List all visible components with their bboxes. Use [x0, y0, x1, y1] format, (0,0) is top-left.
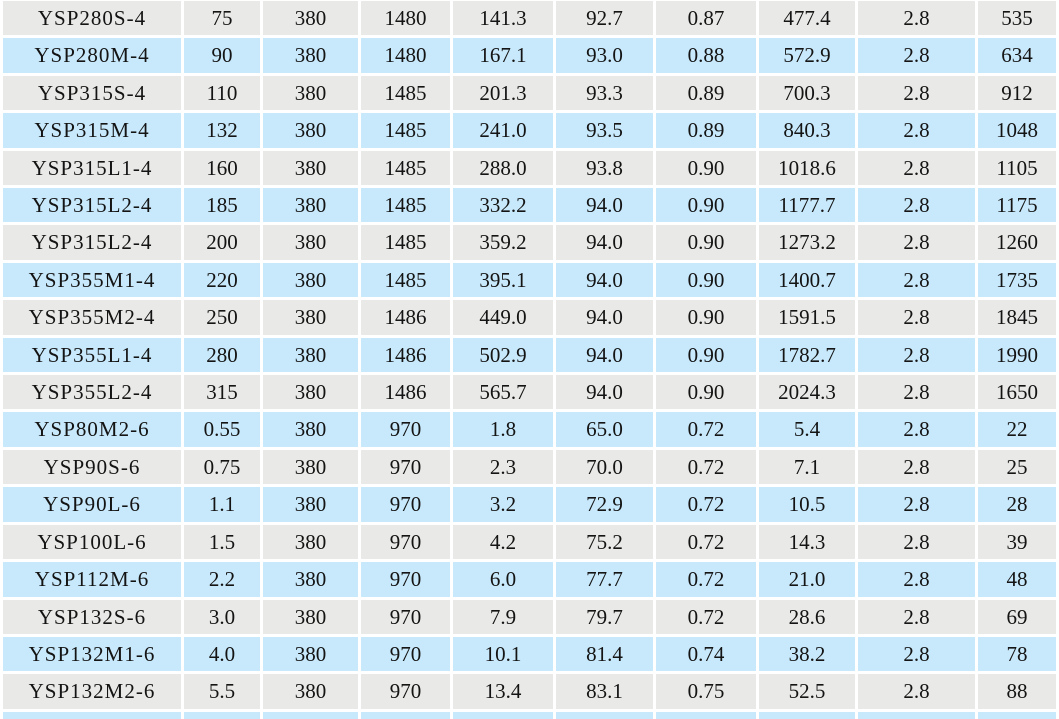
- value-cell: 10.1: [453, 637, 553, 671]
- value-cell: 572.9: [759, 38, 855, 72]
- value-cell: 380: [263, 525, 358, 559]
- value-cell: 241.0: [453, 113, 553, 147]
- model-cell: YSP112M-6: [3, 562, 181, 596]
- model-cell: YSP132M1-6: [3, 637, 181, 671]
- value-cell: 1845: [978, 300, 1056, 334]
- value-cell: 380: [263, 225, 358, 259]
- value-cell: 0.72: [656, 600, 756, 634]
- value-cell: 5.5: [184, 674, 260, 708]
- value-cell: 2024.3: [759, 375, 855, 409]
- value-cell: 280: [184, 338, 260, 372]
- value-cell: 1480: [361, 1, 450, 35]
- value-cell: 0.88: [656, 38, 756, 72]
- value-cell: 92.7: [556, 1, 653, 35]
- table-row: [3, 151, 1056, 185]
- value-cell: 1485: [361, 225, 450, 259]
- table-row: [3, 338, 1056, 372]
- value-cell: 1485: [361, 76, 450, 110]
- value-cell: 2.8: [858, 412, 975, 446]
- value-cell: 0.72: [656, 525, 756, 559]
- value-cell: 2.8: [858, 562, 975, 596]
- value-cell: 2.8: [858, 300, 975, 334]
- value-cell: 52.5: [759, 674, 855, 708]
- value-cell: 2.8: [858, 113, 975, 147]
- value-cell: 79.7: [556, 600, 653, 634]
- value-cell: 93.3: [556, 76, 653, 110]
- model-cell: YSP90L-6: [3, 487, 181, 521]
- value-cell: 94.0: [556, 225, 653, 259]
- value-cell: 1990: [978, 338, 1056, 372]
- value-cell: 141.3: [453, 1, 553, 35]
- value-cell: 0.72: [656, 412, 756, 446]
- value-cell: 88: [978, 674, 1056, 708]
- value-cell: [263, 712, 358, 719]
- value-cell: 0.90: [656, 338, 756, 372]
- value-cell: 380: [263, 637, 358, 671]
- value-cell: 7.9: [453, 600, 553, 634]
- table-row: [3, 38, 1056, 72]
- value-cell: 93.5: [556, 113, 653, 147]
- table-row: [3, 412, 1056, 446]
- model-cell: YSP315L2-4: [3, 188, 181, 222]
- model-cell: [3, 712, 181, 719]
- value-cell: 970: [361, 525, 450, 559]
- value-cell: 0.74: [656, 637, 756, 671]
- value-cell: 1485: [361, 151, 450, 185]
- value-cell: 94.0: [556, 188, 653, 222]
- value-cell: 1.8: [453, 412, 553, 446]
- value-cell: 1105: [978, 151, 1056, 185]
- value-cell: 2.8: [858, 1, 975, 35]
- value-cell: 0.87: [656, 1, 756, 35]
- value-cell: 1177.7: [759, 188, 855, 222]
- value-cell: 2.3: [453, 450, 553, 484]
- value-cell: 1591.5: [759, 300, 855, 334]
- value-cell: 28.6: [759, 600, 855, 634]
- value-cell: 288.0: [453, 151, 553, 185]
- model-cell: YSP315L2-4: [3, 225, 181, 259]
- model-cell: YSP315S-4: [3, 76, 181, 110]
- value-cell: 502.9: [453, 338, 553, 372]
- table-row: [3, 712, 1056, 719]
- value-cell: 22: [978, 412, 1056, 446]
- value-cell: [759, 712, 855, 719]
- value-cell: 6.0: [453, 562, 553, 596]
- value-cell: 77.7: [556, 562, 653, 596]
- model-cell: YSP355L1-4: [3, 338, 181, 372]
- value-cell: 3.2: [453, 487, 553, 521]
- value-cell: 970: [361, 562, 450, 596]
- value-cell: 48: [978, 562, 1056, 596]
- value-cell: 4.2: [453, 525, 553, 559]
- value-cell: 477.4: [759, 1, 855, 35]
- model-cell: YSP355M2-4: [3, 300, 181, 334]
- value-cell: 2.8: [858, 263, 975, 297]
- value-cell: 970: [361, 637, 450, 671]
- value-cell: 395.1: [453, 263, 553, 297]
- value-cell: 380: [263, 600, 358, 634]
- value-cell: 2.8: [858, 487, 975, 521]
- table-row: [3, 263, 1056, 297]
- value-cell: 2.8: [858, 450, 975, 484]
- value-cell: 359.2: [453, 225, 553, 259]
- value-cell: 201.3: [453, 76, 553, 110]
- value-cell: 380: [263, 674, 358, 708]
- value-cell: 0.90: [656, 151, 756, 185]
- value-cell: 25: [978, 450, 1056, 484]
- value-cell: 0.90: [656, 300, 756, 334]
- value-cell: [858, 712, 975, 719]
- value-cell: 200: [184, 225, 260, 259]
- value-cell: 1782.7: [759, 338, 855, 372]
- value-cell: 2.8: [858, 38, 975, 72]
- value-cell: 1485: [361, 188, 450, 222]
- value-cell: 94.0: [556, 375, 653, 409]
- value-cell: 1486: [361, 375, 450, 409]
- value-cell: 0.90: [656, 375, 756, 409]
- value-cell: 0.72: [656, 562, 756, 596]
- table-row: [3, 600, 1056, 634]
- value-cell: 0.72: [656, 487, 756, 521]
- value-cell: [656, 712, 756, 719]
- value-cell: 380: [263, 450, 358, 484]
- value-cell: 7.1: [759, 450, 855, 484]
- value-cell: 1175: [978, 188, 1056, 222]
- value-cell: 1650: [978, 375, 1056, 409]
- value-cell: 0.90: [656, 188, 756, 222]
- value-cell: 39: [978, 525, 1056, 559]
- value-cell: 38.2: [759, 637, 855, 671]
- value-cell: 380: [263, 113, 358, 147]
- value-cell: 14.3: [759, 525, 855, 559]
- model-cell: YSP280M-4: [3, 38, 181, 72]
- value-cell: 0.90: [656, 263, 756, 297]
- value-cell: 75: [184, 1, 260, 35]
- value-cell: 250: [184, 300, 260, 334]
- value-cell: 1400.7: [759, 263, 855, 297]
- value-cell: 1735: [978, 263, 1056, 297]
- value-cell: 380: [263, 263, 358, 297]
- value-cell: 1485: [361, 113, 450, 147]
- table-row: [3, 674, 1056, 708]
- value-cell: 132: [184, 113, 260, 147]
- value-cell: [556, 712, 653, 719]
- value-cell: 81.4: [556, 637, 653, 671]
- value-cell: 1480: [361, 38, 450, 72]
- value-cell: 380: [263, 38, 358, 72]
- value-cell: 2.8: [858, 188, 975, 222]
- value-cell: 94.0: [556, 338, 653, 372]
- value-cell: 380: [263, 487, 358, 521]
- table-row: [3, 300, 1056, 334]
- value-cell: 2.8: [858, 151, 975, 185]
- value-cell: [184, 712, 260, 719]
- value-cell: [978, 712, 1056, 719]
- value-cell: 2.8: [858, 225, 975, 259]
- table-row: [3, 487, 1056, 521]
- value-cell: 700.3: [759, 76, 855, 110]
- value-cell: 0.75: [184, 450, 260, 484]
- value-cell: 380: [263, 151, 358, 185]
- value-cell: 4.0: [184, 637, 260, 671]
- value-cell: 28: [978, 487, 1056, 521]
- model-cell: YSP100L-6: [3, 525, 181, 559]
- model-cell: YSP80M2-6: [3, 412, 181, 446]
- table-row: [3, 450, 1056, 484]
- value-cell: 332.2: [453, 188, 553, 222]
- value-cell: 315: [184, 375, 260, 409]
- model-cell: YSP315M-4: [3, 113, 181, 147]
- spec-table-body: [3, 1, 1056, 719]
- value-cell: [453, 712, 553, 719]
- value-cell: 2.8: [858, 600, 975, 634]
- value-cell: 185: [184, 188, 260, 222]
- value-cell: 970: [361, 674, 450, 708]
- model-cell: YSP132S-6: [3, 600, 181, 634]
- value-cell: 10.5: [759, 487, 855, 521]
- table-row: [3, 76, 1056, 110]
- value-cell: 380: [263, 188, 358, 222]
- value-cell: 69: [978, 600, 1056, 634]
- value-cell: 380: [263, 338, 358, 372]
- value-cell: 93.0: [556, 38, 653, 72]
- value-cell: 380: [263, 300, 358, 334]
- table-row: [3, 375, 1056, 409]
- model-cell: YSP90S-6: [3, 450, 181, 484]
- value-cell: 449.0: [453, 300, 553, 334]
- value-cell: 2.8: [858, 76, 975, 110]
- model-cell: YSP280S-4: [3, 1, 181, 35]
- value-cell: 970: [361, 600, 450, 634]
- value-cell: 110: [184, 76, 260, 110]
- value-cell: 1.1: [184, 487, 260, 521]
- value-cell: 0.55: [184, 412, 260, 446]
- value-cell: 0.89: [656, 76, 756, 110]
- value-cell: 565.7: [453, 375, 553, 409]
- value-cell: 2.8: [858, 525, 975, 559]
- value-cell: 2.8: [858, 674, 975, 708]
- value-cell: 21.0: [759, 562, 855, 596]
- value-cell: 220: [184, 263, 260, 297]
- value-cell: 65.0: [556, 412, 653, 446]
- model-cell: YSP355M1-4: [3, 263, 181, 297]
- value-cell: 167.1: [453, 38, 553, 72]
- value-cell: 160: [184, 151, 260, 185]
- value-cell: 970: [361, 487, 450, 521]
- table-row: [3, 525, 1056, 559]
- value-cell: 75.2: [556, 525, 653, 559]
- value-cell: 2.2: [184, 562, 260, 596]
- value-cell: 78: [978, 637, 1056, 671]
- value-cell: 1486: [361, 300, 450, 334]
- value-cell: 1.5: [184, 525, 260, 559]
- value-cell: 1018.6: [759, 151, 855, 185]
- value-cell: 72.9: [556, 487, 653, 521]
- value-cell: 535: [978, 1, 1056, 35]
- value-cell: 93.8: [556, 151, 653, 185]
- value-cell: 912: [978, 76, 1056, 110]
- value-cell: 380: [263, 412, 358, 446]
- value-cell: 2.8: [858, 375, 975, 409]
- model-cell: YSP132M2-6: [3, 674, 181, 708]
- table-row: [3, 1, 1056, 35]
- value-cell: 380: [263, 375, 358, 409]
- value-cell: 1485: [361, 263, 450, 297]
- value-cell: 840.3: [759, 113, 855, 147]
- value-cell: 1048: [978, 113, 1056, 147]
- model-cell: YSP355L2-4: [3, 375, 181, 409]
- value-cell: 1260: [978, 225, 1056, 259]
- value-cell: 94.0: [556, 263, 653, 297]
- value-cell: 380: [263, 562, 358, 596]
- value-cell: 70.0: [556, 450, 653, 484]
- value-cell: 0.90: [656, 225, 756, 259]
- value-cell: 970: [361, 412, 450, 446]
- value-cell: 5.4: [759, 412, 855, 446]
- value-cell: [361, 712, 450, 719]
- value-cell: 2.8: [858, 338, 975, 372]
- table-row: [3, 225, 1056, 259]
- value-cell: 0.72: [656, 450, 756, 484]
- value-cell: 1273.2: [759, 225, 855, 259]
- value-cell: 94.0: [556, 300, 653, 334]
- value-cell: 3.0: [184, 600, 260, 634]
- table-row: [3, 113, 1056, 147]
- value-cell: 2.8: [858, 637, 975, 671]
- value-cell: 13.4: [453, 674, 553, 708]
- value-cell: 970: [361, 450, 450, 484]
- value-cell: 83.1: [556, 674, 653, 708]
- model-cell: YSP315L1-4: [3, 151, 181, 185]
- value-cell: 0.89: [656, 113, 756, 147]
- value-cell: 90: [184, 38, 260, 72]
- value-cell: 634: [978, 38, 1056, 72]
- value-cell: 1486: [361, 338, 450, 372]
- table-row: [3, 188, 1056, 222]
- value-cell: 0.75: [656, 674, 756, 708]
- table-row: [3, 637, 1056, 671]
- value-cell: 380: [263, 76, 358, 110]
- table-row: [3, 562, 1056, 596]
- value-cell: 380: [263, 1, 358, 35]
